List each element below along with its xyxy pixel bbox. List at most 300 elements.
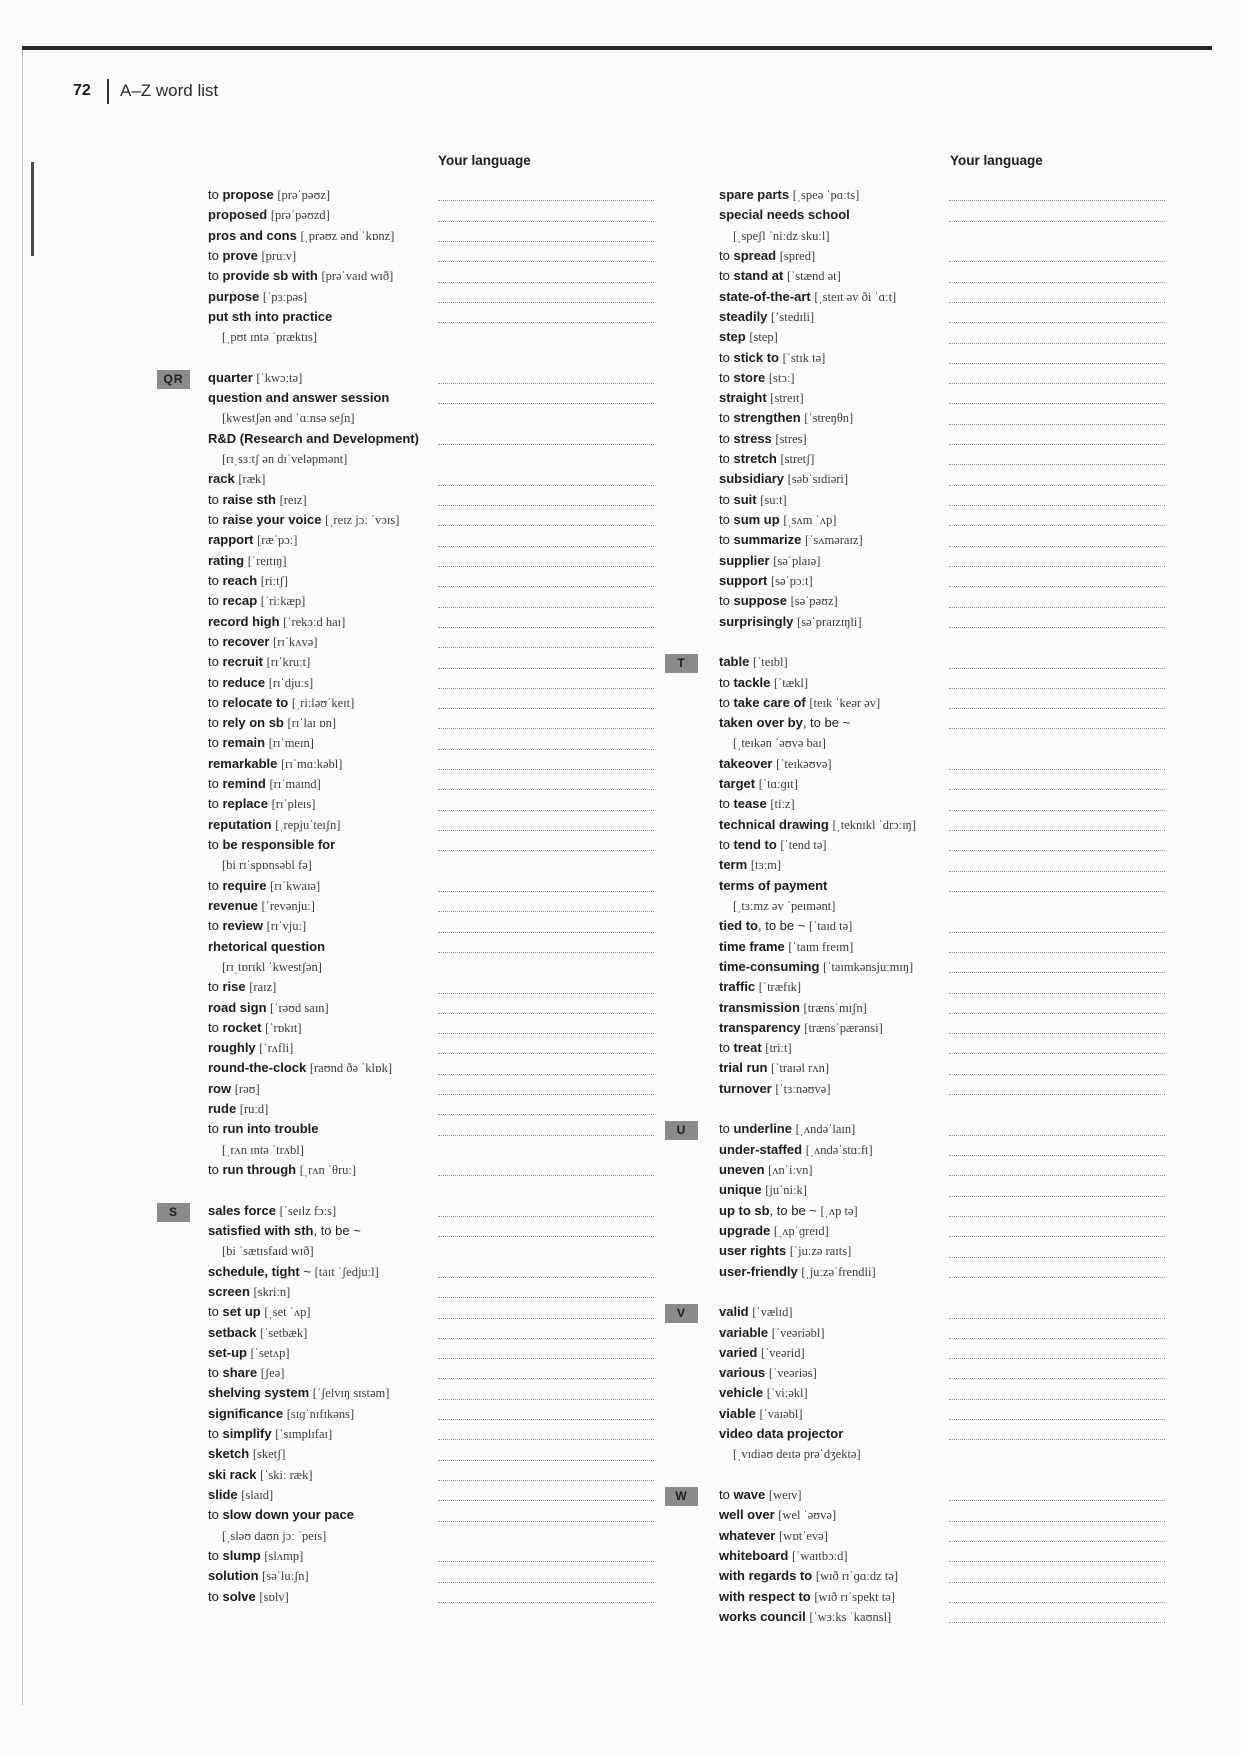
translation-write-in-line — [438, 282, 654, 283]
pronunciation: [prəˈpəʊzd] — [270, 208, 330, 223]
pronunciation-continuation — [208, 449, 668, 469]
entry-suffix: ~ — [303, 1263, 311, 1279]
headword: road sign — [208, 999, 267, 1015]
translation-write-in-line — [438, 383, 654, 384]
word-entry — [208, 530, 668, 550]
translation-write-in-line — [949, 1419, 1165, 1420]
headword: target — [719, 776, 756, 792]
headword: sum up — [733, 512, 780, 527]
pronunciation-continuation — [208, 1241, 668, 1261]
pronunciation: [ˈveərid] — [760, 1345, 805, 1360]
translation-write-in-line — [438, 830, 654, 831]
pronunciation: [ˈrəʊd saɪn] — [270, 1000, 329, 1015]
word-entry — [208, 815, 668, 835]
entry-prefix: to — [208, 1426, 219, 1442]
pronunciation: [ræˈpɔː] — [257, 533, 298, 548]
word-entry — [719, 246, 1179, 266]
pronunciation: [ˌrepjuˈteɪʃn] — [275, 817, 341, 832]
translation-write-in-line — [438, 1419, 654, 1420]
translation-write-in-line — [949, 1358, 1165, 1359]
headword: take care of — [733, 694, 806, 710]
word-entry — [719, 1566, 1179, 1586]
translation-write-in-line — [949, 1378, 1165, 1379]
pronunciation: [ˈtraɪəl rʌn] — [771, 1061, 829, 1076]
headword: row — [208, 1080, 232, 1096]
pronunciation: [rɪˌsɜːtʃ ən dɪˈveləpmənt] — [222, 452, 348, 467]
word-entry — [208, 733, 668, 753]
headword: trial run — [719, 1060, 768, 1076]
headword: reputation — [208, 816, 272, 832]
headword: simplify — [222, 1426, 272, 1442]
headword: remarkable — [208, 755, 278, 771]
entry-suffix: , to be ~ — [802, 715, 851, 731]
translation-write-in-line — [438, 1338, 654, 1339]
translation-write-in-line — [949, 830, 1165, 831]
word-entry — [208, 1302, 668, 1322]
pronunciation: [ˈtend tə] — [780, 838, 827, 852]
running-title: A–Z word list — [120, 81, 219, 100]
translation-write-in-line — [438, 1114, 654, 1115]
pronunciation: [prəˈvaɪd wɪð] — [321, 269, 394, 284]
pronunciation: [ˈstænd ət] — [786, 269, 841, 284]
headword: ski rack — [208, 1466, 257, 1482]
pronunciation: [ˌreɪz jɔː ˈvɔɪs] — [325, 513, 400, 527]
scan-edge-mark — [31, 162, 34, 256]
headword: sales force — [208, 1202, 276, 1218]
headword: shelving system — [208, 1385, 310, 1401]
translation-write-in-line — [949, 1561, 1165, 1562]
word-entry — [208, 835, 668, 855]
headword: rack — [208, 471, 235, 487]
pronunciation: [rɪˈkwaɪə] — [270, 878, 321, 893]
pronunciation: [wɪð rɪˈɡɑːdz tə] — [815, 1569, 899, 1584]
headword: store — [733, 369, 766, 385]
entry-prefix: to — [719, 349, 730, 365]
translation-write-in-line — [438, 1602, 654, 1603]
pronunciation: [ˌpʊt ɪntə ˈpræktɪs] — [222, 330, 318, 345]
headword: steadily — [719, 308, 768, 324]
translation-write-in-line — [438, 403, 654, 404]
translation-write-in-line — [949, 1074, 1165, 1075]
word-entry — [719, 876, 1179, 896]
headword: well over — [719, 1507, 775, 1523]
word-entry — [719, 1140, 1179, 1160]
pronunciation: [ˌsteɪt əv ði ˈɑːt] — [814, 289, 897, 304]
translation-write-in-line — [949, 322, 1165, 323]
headword: rhetorical question — [208, 938, 326, 954]
translation-write-in-line — [949, 1135, 1165, 1136]
headword: user rights — [719, 1243, 787, 1259]
headword: significance — [208, 1405, 284, 1421]
pronunciation: [ˈkwɔːtə] — [256, 370, 303, 385]
headword: rocket — [222, 1019, 262, 1035]
pronunciation-continuation — [208, 855, 668, 875]
translation-write-in-line — [949, 1155, 1165, 1156]
pronunciation: [tɜːm] — [750, 858, 782, 873]
entry-prefix: to — [719, 491, 730, 507]
entry-prefix: to — [208, 735, 219, 751]
headword: takeover — [719, 755, 773, 771]
word-entry — [208, 1058, 668, 1078]
pronunciation: [ˈtɑːɡɪt] — [758, 777, 798, 792]
word-entry — [719, 916, 1179, 936]
pronunciation-continuation — [719, 1444, 1179, 1464]
pronunciation: [slʌmp] — [264, 1548, 304, 1563]
entry-prefix: to — [208, 572, 219, 588]
word-entry — [719, 1343, 1179, 1363]
entry-prefix: to — [208, 1121, 219, 1137]
word-entry — [208, 916, 668, 936]
pronunciation: [ˈtaɪm freɪm] — [788, 939, 854, 954]
translation-write-in-line — [438, 688, 654, 689]
pronunciation: [səbˈsɪdiəri] — [787, 472, 849, 487]
translation-write-in-line — [949, 383, 1165, 384]
pronunciation: [rɪˈkruːt] — [266, 655, 311, 670]
pronunciation: [ˈsɪmplɪfaɪ] — [275, 1427, 333, 1442]
translation-write-in-line — [949, 282, 1165, 283]
section-letter-tab: T — [665, 654, 698, 673]
translation-write-in-line — [949, 221, 1165, 222]
section-letter-tab: S — [157, 1203, 190, 1222]
pronunciation-continuation — [208, 408, 668, 428]
translation-write-in-line — [438, 789, 654, 790]
word-entry — [719, 774, 1179, 794]
entry-prefix: to — [719, 694, 730, 710]
translation-write-in-line — [949, 1033, 1165, 1034]
pronunciation: [ˈtækl] — [773, 675, 808, 690]
headword: tackle — [733, 674, 771, 690]
pronunciation: [juˈniːk] — [765, 1183, 807, 1198]
entry-suffix: , to be ~ — [758, 918, 806, 934]
word-entry — [208, 1546, 668, 1566]
headword: varied — [719, 1344, 758, 1360]
pronunciation: [prəˈpəʊz] — [277, 188, 331, 202]
word-entry — [208, 1323, 668, 1343]
translation-write-in-line — [438, 1216, 654, 1217]
translation-write-in-line — [949, 1521, 1165, 1522]
pronunciation: [ˈsetbæk] — [260, 1325, 308, 1340]
headword: video data projector — [719, 1426, 844, 1442]
word-entry — [719, 835, 1179, 855]
headword: roughly — [208, 1040, 256, 1056]
word-list-column-left — [163, 185, 668, 1607]
pronunciation: [rɪˈdjuːs] — [268, 675, 314, 690]
headword: treat — [733, 1040, 762, 1056]
pronunciation: [ˌset ˈʌp] — [264, 1305, 311, 1320]
translation-write-in-line — [949, 424, 1165, 425]
headword: term — [719, 857, 748, 873]
entry-prefix: to — [208, 1507, 219, 1523]
word-entry — [719, 551, 1179, 571]
translation-write-in-line — [949, 769, 1165, 770]
headword: stretch — [733, 451, 777, 467]
spacer-row — [208, 1180, 668, 1200]
translation-write-in-line — [949, 566, 1165, 567]
translation-write-in-line — [438, 261, 654, 262]
headword: setback — [208, 1324, 257, 1340]
entry-prefix: to — [208, 674, 219, 690]
pronunciation: [rɪˈmeɪn] — [268, 736, 314, 751]
entry-prefix: to — [208, 247, 219, 263]
pronunciation: [kwestʃən ənd ˈɑːnsə seʃn] — [222, 411, 355, 426]
headword: rapport — [208, 532, 254, 548]
entry-prefix: to — [208, 1304, 219, 1320]
translation-write-in-line — [438, 302, 654, 303]
pronunciation: [səˈpəʊz] — [790, 594, 838, 609]
pronunciation: [ˈstreŋθn] — [804, 411, 854, 426]
translation-write-in-line — [949, 688, 1165, 689]
headword: record high — [208, 613, 280, 629]
translation-write-in-line — [949, 1318, 1165, 1319]
translation-write-in-line — [949, 200, 1165, 201]
headword: screen — [208, 1283, 250, 1299]
headword: rely on sb — [222, 715, 284, 731]
translation-write-in-line — [949, 1175, 1165, 1176]
headword: stick to — [733, 349, 779, 365]
translation-write-in-line — [438, 221, 654, 222]
word-entry — [719, 185, 1179, 205]
word-entry — [719, 1018, 1179, 1038]
entry-prefix: to — [719, 1487, 730, 1502]
translation-write-in-line — [438, 505, 654, 506]
pronunciation: [ˈsʌməraɪz] — [805, 533, 863, 548]
headword: quarter — [208, 369, 253, 385]
translation-write-in-line — [438, 1480, 654, 1481]
headword: summarize — [733, 532, 802, 548]
word-entry — [719, 957, 1179, 977]
word-entry — [208, 1018, 668, 1038]
pronunciation: [ˈstɪk tə] — [782, 350, 826, 365]
word-entry — [719, 693, 1179, 713]
word-entry — [208, 1262, 668, 1282]
pronunciation: [ruːd] — [239, 1102, 269, 1117]
word-entry — [208, 896, 668, 916]
pronunciation: [wɪð rɪˈspekt tə] — [814, 1589, 895, 1604]
headword: slow down your pace — [222, 1507, 354, 1523]
pronunciation: [ˌriːləʊˈkeɪt] — [291, 695, 355, 710]
word-entry — [208, 1383, 668, 1403]
headword: tease — [733, 796, 767, 812]
pronunciation: [ˈjuːzə raɪts] — [789, 1244, 852, 1259]
translation-write-in-line — [949, 1439, 1165, 1440]
pronunciation: [ˈrɒkɪt] — [265, 1020, 302, 1035]
word-entry — [719, 855, 1179, 875]
headword: vehicle — [719, 1385, 764, 1401]
entry-prefix: to — [208, 918, 219, 934]
translation-write-in-line — [949, 546, 1165, 547]
headword: require — [222, 877, 267, 893]
word-entry — [208, 287, 668, 307]
word-entry — [208, 794, 668, 814]
word-entry — [208, 1424, 668, 1444]
word-entry — [719, 571, 1179, 591]
translation-write-in-line — [438, 769, 654, 770]
translation-write-in-line — [438, 200, 654, 201]
headword: sketch — [208, 1446, 250, 1462]
word-entry — [719, 266, 1179, 286]
word-entry — [208, 551, 668, 571]
pronunciation: [səˈluːʃn] — [262, 1569, 309, 1584]
translation-write-in-line — [949, 1257, 1165, 1258]
pronunciation: [ˌprəʊz ənd ˈkɒnz] — [300, 228, 395, 243]
translation-write-in-line — [949, 444, 1165, 445]
entry-prefix: to — [208, 593, 219, 609]
headword: recruit — [222, 654, 263, 670]
entry-prefix: to — [208, 1162, 219, 1177]
pronunciation: [pruːv] — [261, 248, 297, 263]
entry-prefix: to — [719, 674, 730, 690]
word-entry — [208, 612, 668, 632]
headword: rating — [208, 552, 245, 568]
translation-write-in-line — [949, 1622, 1165, 1623]
translation-write-in-line — [949, 1500, 1165, 1501]
headword: suppose — [733, 593, 787, 609]
headword: rude — [208, 1101, 237, 1117]
word-entry — [719, 1505, 1179, 1525]
entry-prefix: to — [719, 430, 730, 446]
word-entry — [719, 1363, 1179, 1383]
pronunciation: [trænsˈmɪʃn] — [803, 1000, 867, 1015]
headword: solve — [222, 1588, 256, 1604]
translation-write-in-line — [949, 932, 1165, 933]
translation-write-in-line — [438, 1033, 654, 1034]
translation-write-in-line — [438, 911, 654, 912]
word-entry — [208, 1282, 668, 1302]
word-entry — [208, 1444, 668, 1464]
entry-prefix: to — [719, 247, 730, 263]
headword: whiteboard — [719, 1547, 789, 1563]
word-entry — [208, 652, 668, 672]
pronunciation: [ˈsetʌp] — [250, 1345, 290, 1360]
pronunciation: [rɪˌtɒrɪkl ˈkwestʃən] — [222, 959, 322, 974]
word-entry — [719, 307, 1179, 327]
word-entry — [208, 1505, 668, 1525]
column-heading-right: Your language — [950, 153, 1043, 168]
pronunciation: [ˌteɪkən ˈəʊvə baɪ] — [733, 736, 826, 751]
pronunciation: [wɒtˈevə] — [779, 1528, 828, 1543]
pronunciation: [ˈtaɪd tə] — [808, 919, 853, 934]
headword: rise — [222, 979, 246, 995]
pronunciation: [ˈwaɪtbɔːd] — [791, 1548, 848, 1563]
pronunciation: [ˌsləʊ daʊn jɔː ˈpeɪs] — [222, 1528, 327, 1543]
word-entry — [208, 205, 668, 225]
word-entry — [719, 1526, 1179, 1546]
translation-write-in-line — [438, 444, 654, 445]
word-entry — [208, 1221, 668, 1241]
word-entry — [719, 530, 1179, 550]
word-entry — [208, 1099, 668, 1119]
translation-write-in-line — [949, 464, 1165, 465]
headword: works council — [719, 1608, 806, 1624]
pronunciation: [ˈviːəkl] — [766, 1386, 808, 1401]
translation-write-in-line — [438, 627, 654, 628]
pronunciation: [ˌʌp tə] — [820, 1203, 858, 1218]
word-entry — [719, 673, 1179, 693]
pronunciation: [ˌrʌn ɪntə ˈtrʌbl] — [222, 1142, 304, 1157]
pronunciation: [ˌspeə ˈpɑːts] — [792, 188, 860, 202]
pronunciation: [stres] — [775, 431, 807, 446]
translation-write-in-line — [438, 586, 654, 587]
translation-write-in-line — [949, 1399, 1165, 1400]
headword: recap — [222, 593, 258, 609]
pronunciation-continuation — [208, 1526, 668, 1546]
pronunciation: [step] — [749, 330, 778, 345]
pronunciation: [rɪˈmɑːkəbl] — [281, 756, 343, 771]
translation-write-in-line — [438, 728, 654, 729]
word-entry — [208, 673, 668, 693]
pronunciation: [ˈteɪkəʊvə] — [776, 756, 832, 771]
pronunciation: [bi rɪˈspɒnsəbl fə] — [222, 858, 312, 873]
translation-write-in-line — [438, 1175, 654, 1176]
translation-write-in-line — [438, 566, 654, 567]
pronunciation: [rɪˈpleɪs] — [271, 797, 316, 812]
entry-prefix: to — [719, 451, 730, 467]
headword: suit — [733, 491, 757, 507]
word-entry — [208, 1160, 668, 1180]
section-letter-tab: V — [665, 1304, 698, 1323]
headword: time frame — [719, 938, 785, 954]
pronunciation: [ræk] — [238, 472, 266, 487]
pronunciation: [ˈtaɪmkənsjuːmɪŋ] — [823, 959, 914, 974]
pronunciation-continuation — [208, 1140, 668, 1160]
translation-write-in-line — [949, 1582, 1165, 1583]
word-entry — [208, 266, 668, 286]
translation-write-in-line — [438, 241, 654, 242]
headword: subsidiary — [719, 471, 785, 487]
headword: question and answer session — [208, 390, 390, 406]
pronunciation: [ˈrevənjuː] — [261, 898, 315, 913]
header-separator — [107, 79, 109, 104]
pronunciation: [rɪˈkʌvə] — [273, 634, 318, 649]
word-entry — [168, 1201, 668, 1221]
translation-write-in-line — [949, 627, 1165, 628]
word-entry — [719, 794, 1179, 814]
headword: transmission — [719, 999, 800, 1015]
word-entry — [208, 998, 668, 1018]
word-list-column-right — [675, 185, 1179, 1627]
word-entry — [719, 1404, 1179, 1424]
translation-write-in-line — [949, 810, 1165, 811]
headword: solution — [208, 1568, 259, 1584]
entry-prefix: to — [719, 268, 730, 284]
pronunciation: [ˌtɜːmz əv ˈpeɪmənt] — [733, 898, 836, 913]
pronunciation: [sketʃ] — [252, 1447, 286, 1462]
translation-write-in-line — [438, 891, 654, 892]
pronunciation: [bi ˈsætɪsfaɪd wɪð] — [222, 1244, 314, 1259]
word-entry — [719, 1424, 1179, 1444]
spacer-row — [719, 1465, 1179, 1485]
headword: user-friendly — [719, 1263, 798, 1279]
translation-write-in-line — [949, 363, 1165, 364]
translation-write-in-line — [949, 1541, 1165, 1542]
headword: unique — [719, 1182, 762, 1198]
entry-prefix: to — [208, 715, 219, 731]
word-entry — [719, 287, 1179, 307]
pronunciation: [ˈseɪlz fɔːs] — [279, 1203, 337, 1218]
word-entry — [676, 1119, 1179, 1139]
pronunciation-continuation — [208, 327, 668, 347]
word-entry — [719, 1038, 1179, 1058]
word-entry — [719, 1201, 1179, 1221]
translation-write-in-line — [438, 1521, 654, 1522]
entry-prefix: to — [208, 491, 219, 507]
translation-write-in-line — [949, 607, 1165, 608]
section-letter-tab: W — [665, 1487, 698, 1506]
word-entry — [719, 998, 1179, 1018]
word-entry — [677, 652, 1179, 672]
pronunciation: [stretʃ] — [780, 452, 815, 467]
entry-prefix: to — [719, 1040, 730, 1056]
